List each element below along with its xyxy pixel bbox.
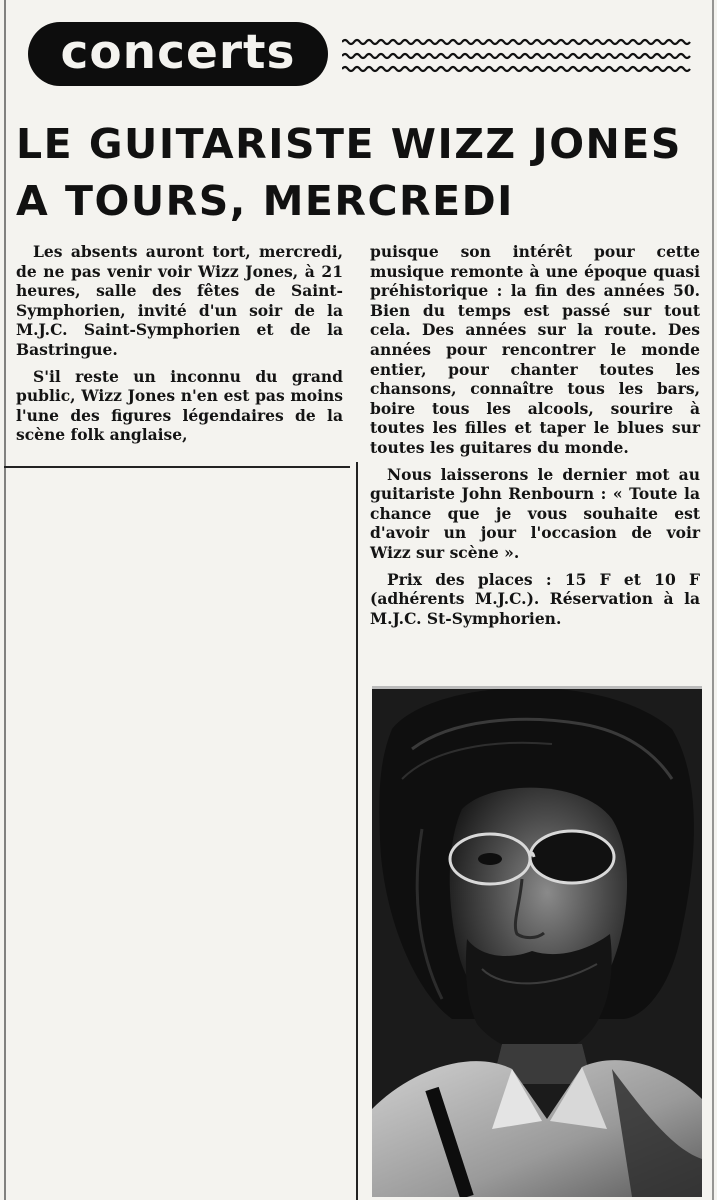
column-divider-vertical [356,462,358,1200]
paragraph: Les absents auront tort, mercredi, de ne pas venir voir Wizz Jones, à 21 heures, salle des fêtes de Saint-Symphorien, invité d'un soir de la M.J.C. Saint-Symphorien et de la Bastringue. [16,242,343,359]
paragraph: S'il reste un inconnu du grand public, Wizz Jones n'en est pas moins l'une des figures légendaires de la scène folk anglaise, [16,366,343,445]
headline-line-2: A TOURS, MERCREDI [16,177,514,225]
column-divider-horizontal [4,466,350,468]
portrait-image [372,689,702,1197]
decorative-wavy-lines [342,38,692,74]
article-column-2 [370,242,700,635]
paragraph: puisque son intérêt pour cette musique remonte à une époque quasi préhistorique : la fin des années 50. Bien du temps est passé sur tout cela. Des années sur la route. Des années pour rencontrer le monde entier, pour chanter toutes les chansons, connaître tous les bars, boire tous les alcools, sourire à toutes les filles et taper le blues sur toutes les guitares du monde. [370,242,700,457]
paragraph: Prix des places : 15 F et 10 F (adhérents M.J.C.). Réservation à la M.J.C. St-Symphorien. [370,569,700,628]
section-badge [28,22,328,86]
article-headline [16,116,706,230]
portrait-photo [372,686,702,1197]
paragraph: Nous laisserons le dernier mot au guitariste John Renbourn : « Toute la chance que je vous souhaite est d'avoir un jour l'occasion de voir Wizz sur scène ». [370,464,700,562]
page-edge-rule-left [4,0,6,1200]
headline-line-1: LE GUITARISTE WIZZ JONES [16,120,682,168]
article-column-1 [16,242,343,452]
section-label: concerts [60,24,296,80]
page-edge-rule-right [712,0,714,1200]
